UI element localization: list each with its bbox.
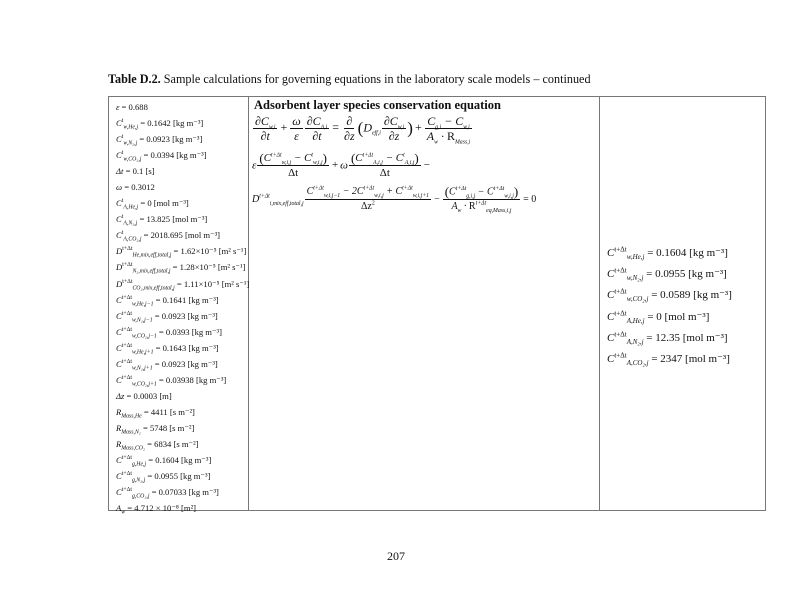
variable-superscript: t+Δt (122, 246, 133, 253)
variable-subscript: N₂,mix,eff,total,j (132, 269, 171, 276)
variable-superscript: t+Δt (614, 266, 627, 275)
variable-symbol: C (607, 268, 615, 281)
variable-subscript: w,CO₂,j+1 (131, 381, 157, 388)
results-column (599, 97, 765, 510)
variable-superscript: t (121, 214, 124, 221)
input-values-list (116, 99, 249, 516)
variable-value (116, 404, 249, 420)
variable-superscript: t (121, 134, 124, 141)
variable-subscript: w,He,j−1 (131, 301, 154, 308)
variable-value (116, 356, 249, 372)
variable-symbol: C (116, 358, 122, 369)
variable-symbol: C (116, 118, 122, 129)
variable-value-text: = 4411 [s m⁻²] (141, 406, 195, 417)
variable-value-text: = 13.825 [mol m⁻³] (137, 214, 208, 225)
variable-superscript: t+Δt (121, 358, 132, 365)
variable-value-text: = 0 [mol m⁻³] (644, 310, 710, 323)
variable-subscript: w,N₂,j (626, 274, 644, 283)
variable-value-text: = 2347 [mol m⁻³] (648, 352, 730, 365)
variable-value (116, 163, 249, 179)
variable-value-text: = 0.0394 [kg m⁻³] (141, 150, 207, 161)
table-caption-text: Sample calculations for governing equations in the laboratory scale models – continued (160, 72, 591, 86)
variable-superscript: t+Δt (614, 287, 627, 296)
variable-value (116, 115, 249, 131)
variable-symbol: C (116, 455, 122, 466)
variable-symbol: C (116, 198, 122, 209)
variable-symbol: D (116, 262, 123, 273)
variable-value (116, 179, 249, 195)
variable-subscript: w,CO₂,j (626, 295, 649, 304)
variable-value (607, 285, 732, 306)
variable-symbol: C (116, 134, 122, 145)
variable-value-text: = 0 [mol m⁻³] (138, 198, 189, 209)
variable-value-text: = 0.1641 [kg m⁻³] (153, 294, 219, 305)
variable-value (116, 372, 249, 388)
variable-symbol: D (116, 246, 123, 257)
variable-subscript: w,N₂,j−1 (131, 317, 153, 324)
variable-superscript: t (121, 118, 124, 125)
variable-symbol: ε (116, 102, 120, 112)
variable-symbol: C (116, 471, 122, 482)
variable-subscript: Mass,CO₂ (121, 445, 146, 452)
variable-value (116, 99, 249, 115)
variable-superscript: t+Δt (121, 310, 132, 317)
variable-value (116, 276, 249, 292)
variable-symbol: A (116, 503, 122, 514)
variable-symbol: C (116, 230, 122, 241)
variable-value-text: = 6834 [s m⁻²] (145, 438, 199, 449)
variable-value (116, 500, 249, 516)
variable-value-text: = 0.1643 [kg m⁻³] (153, 342, 219, 353)
variable-value-text: = 0.0923 [kg m⁻³] (152, 310, 218, 321)
variable-value (116, 340, 249, 356)
variable-value (116, 211, 249, 227)
variable-superscript: t+Δt (121, 455, 132, 462)
variable-value-text: = 0.688 (119, 102, 148, 112)
variable-superscript: t+Δt (614, 308, 627, 317)
variable-value (607, 264, 732, 285)
variable-symbol: C (116, 294, 122, 305)
variable-value-text: = 0.0589 [kg m⁻³] (648, 289, 732, 302)
variable-value (607, 243, 732, 264)
variable-superscript: t+Δt (121, 342, 132, 349)
variable-superscript: t+Δt (614, 245, 627, 254)
calculation-table (108, 96, 766, 516)
variable-value (607, 349, 732, 370)
variable-superscript: t+Δt (122, 278, 133, 285)
variable-superscript: t (121, 198, 124, 205)
variable-value-text: = 0.1604 [kg m⁻³] (146, 455, 212, 466)
variable-symbol: R (116, 422, 122, 433)
variable-value-text: = 4.712 × 10⁻⁸ [m²] (125, 503, 197, 514)
variable-value-text: = 0.1 [s] (123, 166, 155, 177)
variable-subscript: w,N₂,j (123, 140, 138, 147)
variable-value-text: = 1.11×10⁻⁵ [m² s⁻¹] (174, 278, 250, 289)
variable-superscript: t+Δt (121, 374, 132, 381)
variable-subscript: He,mix,eff,total,j (132, 253, 172, 260)
variable-value (116, 436, 249, 452)
variable-subscript: w (121, 509, 126, 516)
variable-value (116, 259, 249, 275)
variable-subscript: w,He,j (626, 253, 645, 262)
variable-value-text: = 12.35 [mol m⁻³] (643, 331, 728, 344)
variable-value (116, 292, 249, 308)
variable-value (116, 468, 249, 484)
variable-value (116, 388, 249, 404)
variable-superscript: t+Δt (121, 326, 132, 333)
variable-subscript: A,He,j (626, 316, 645, 325)
variable-subscript: CO₂,mix,eff,total,j (132, 285, 175, 292)
variable-subscript: g,CO₂,j (131, 493, 150, 500)
variable-value-text: = 0.1642 [kg m⁻³] (138, 118, 204, 129)
variable-superscript: t+Δt (614, 330, 627, 339)
variable-symbol: D (116, 278, 123, 289)
variable-value (116, 420, 249, 436)
inputs-column (109, 97, 250, 516)
variable-subscript: Mass,He (121, 413, 142, 420)
variable-value-text: = 5748 [s m⁻²] (140, 422, 195, 433)
variable-subscript: A,N₂,j (626, 337, 644, 346)
variable-symbol: R (116, 438, 122, 449)
variable-value (116, 131, 249, 147)
variable-subscript: w,N₂,j+1 (131, 365, 153, 372)
variable-symbol: C (116, 342, 122, 353)
variable-subscript: w,He,j+1 (131, 349, 154, 356)
variable-value-text: = 0.0955 [kg m⁻³] (145, 471, 211, 482)
variable-subscript: A,CO₂,j (626, 359, 649, 368)
continuous-equation: $\frac{\partial C_{w,i}}{\partial t}$ + $\frac{\omega}{\varepsilon}$ $\frac{\partial C_{A,i}}{\partial t}$ = $\frac{\partial}{\partial z}$ ($D_{eff,i}$ $\frac{\partial C_{w,i}}{\partial z}$ ) + $\frac{C_{g,i} - C_{w,i}}{A_w \cdot R_{Mass,i}}$ (255, 114, 471, 146)
variable-symbol: C (116, 150, 122, 161)
variable-subscript: g,He,j (131, 461, 147, 468)
table-label: Table D.2. (108, 72, 161, 86)
variable-value (116, 243, 249, 259)
equation-title: Adsorbent layer species conservation equation (254, 98, 501, 112)
variable-value-text: = 0.0923 [kg m⁻³] (152, 358, 218, 369)
variable-value (116, 147, 249, 163)
discrete-equation-line-2: $D^{t+\Delta t}_{i,mix,eff,total,j}$ $\frac{C^{t+\Delta t}_{w,i,j-1} - 2C^{t+\Delta t}_{w,i,j} + C^{t+\Delta t}_{w,i,j+1}}{\Delta z^2}$ − $\frac{(C^{t+\Delta t}_{g,i,j} - C^{t+\Delta t}_{w,i,j})}{A_w \cdot R^{t+\Delta t}_{eq,Mass,i,j}}$ = 0 (252, 184, 537, 215)
variable-value-text: = 0.0955 [kg m⁻³] (643, 268, 727, 281)
variable-value (607, 328, 732, 349)
variable-value-text: = 0.03938 [kg m⁻³] (156, 374, 227, 385)
variable-symbol: ω (116, 182, 123, 193)
variable-value (116, 484, 249, 500)
variable-value-text: = 1.28×10⁻⁵ [m² s⁻¹] (170, 262, 246, 273)
equation-column (248, 97, 600, 510)
variable-value-text: = 0.0003 [m] (124, 390, 172, 401)
variable-symbol: C (116, 310, 122, 321)
table-caption (108, 72, 591, 87)
variable-value (116, 308, 249, 324)
variable-superscript: t+Δt (614, 351, 627, 360)
variable-value (116, 195, 249, 211)
variable-symbol: C (116, 214, 122, 225)
result-values-list (607, 243, 732, 370)
variable-value-text: = 0.1604 [kg m⁻³] (644, 247, 728, 259)
variable-subscript: w,CO₂,j (123, 156, 142, 163)
variable-subscript: g,N₂,j (131, 477, 146, 484)
variable-symbol: Δz (116, 390, 125, 401)
variable-value-text: = 1.62×10⁻⁵ [m² s⁻¹] (171, 246, 247, 257)
variable-symbol: C (116, 326, 122, 337)
variable-subscript: w,CO₂,j−1 (131, 333, 157, 340)
variable-subscript: A,He,j (123, 205, 139, 211)
variable-value-text: = 0.07033 [kg m⁻³] (149, 487, 219, 498)
variable-value (116, 324, 249, 340)
variable-symbol: C (607, 247, 615, 259)
variable-symbol: C (607, 289, 615, 302)
variable-subscript: w,He,j (123, 124, 139, 131)
variable-superscript: t+Δt (121, 294, 132, 301)
variable-value-text: = 2018.695 [mol m⁻³] (141, 230, 221, 241)
variable-superscript: t (121, 150, 124, 157)
variable-superscript: t (121, 230, 124, 237)
variable-superscript: t+Δt (122, 262, 133, 269)
variable-subscript: A,N₂,j (123, 221, 138, 228)
variable-symbol: C (607, 352, 615, 365)
variable-subscript: A,CO₂,j (123, 237, 142, 244)
variable-subscript: Mass,N₂ (121, 429, 141, 436)
variable-value (116, 227, 249, 243)
variable-symbol: C (116, 487, 122, 498)
variable-superscript: t+Δt (121, 471, 132, 478)
variable-value-text: = 0.3012 (122, 182, 155, 193)
variable-value (607, 307, 732, 328)
variable-value-text: = 0.0923 [kg m⁻³] (137, 134, 203, 145)
variable-value-text: = 0.0393 [kg m⁻³] (156, 326, 222, 337)
variable-symbol: Δt (116, 166, 124, 177)
variable-symbol: C (607, 331, 615, 344)
page-number: 207 (387, 549, 405, 563)
variable-symbol: C (116, 374, 122, 385)
variable-symbol: C (607, 310, 615, 323)
variable-value (116, 452, 249, 468)
variable-symbol: R (116, 406, 122, 417)
variable-superscript: t+Δt (121, 487, 132, 494)
discrete-equation-line-1: ε $\frac{(C^{t+\Delta t}_{w,i,j} - C^t_{w,i,j})}{\Delta t}$ + ω $\frac{(C^{t+\Delta t}_{A,i,j} - C^t_{A,i,j})}{\Delta t}$ − (252, 150, 430, 180)
